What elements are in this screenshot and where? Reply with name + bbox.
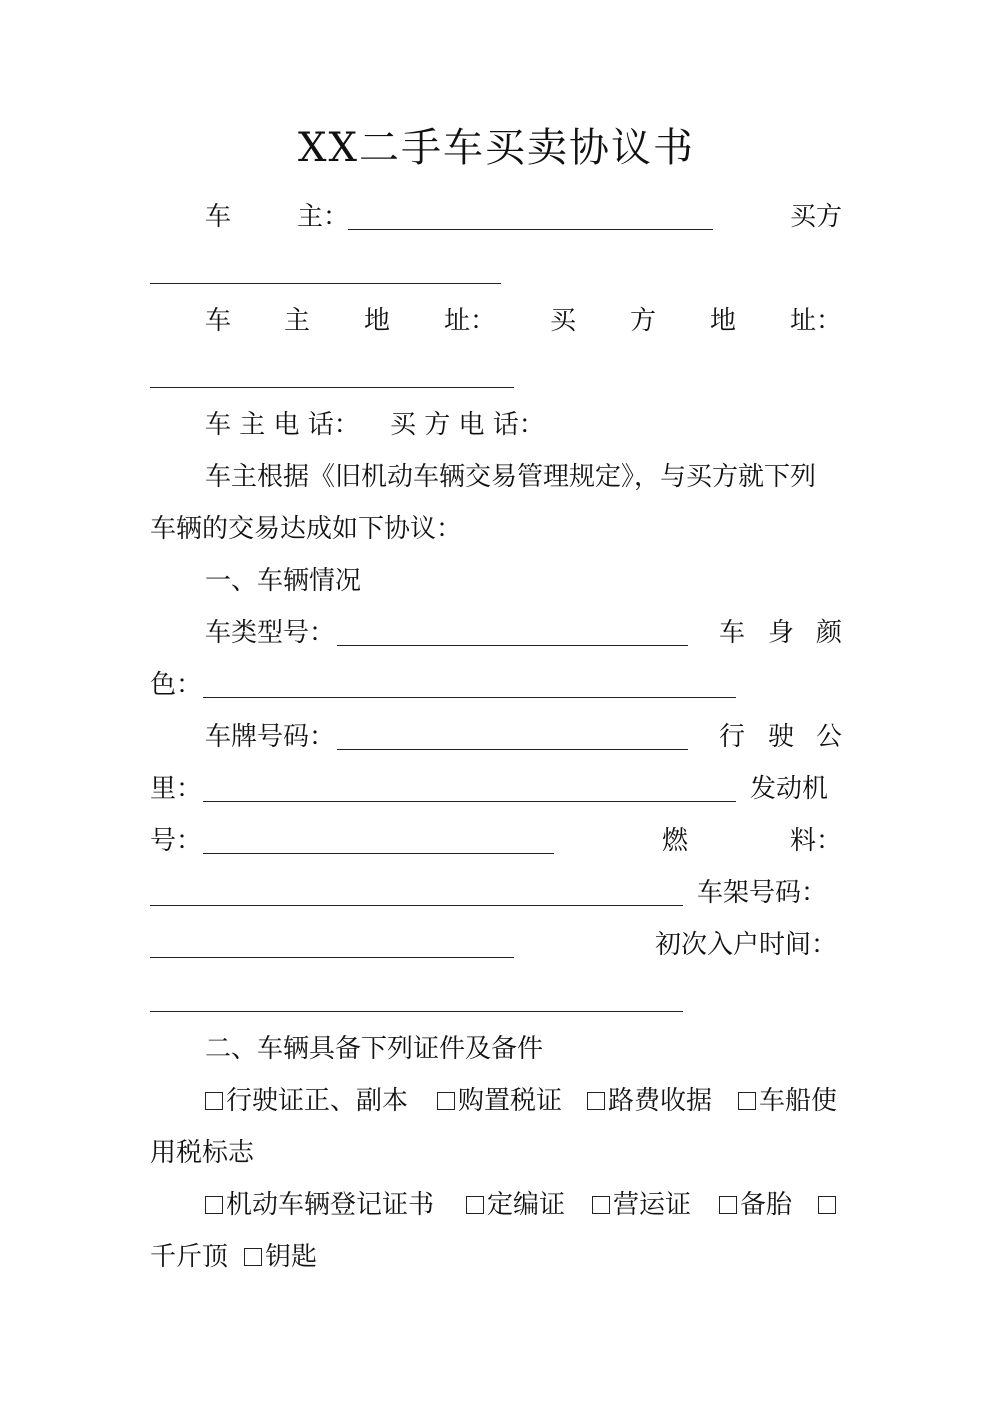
owner-name-field-line[interactable] (348, 229, 713, 230)
color-field-line[interactable] (203, 697, 736, 698)
checklist-label-tail: 用税标志 (150, 1138, 255, 1168)
engine-field-line[interactable] (203, 853, 554, 854)
checklist-item[interactable] (244, 1241, 317, 1273)
checkbox[interactable] (437, 1092, 455, 1110)
buyer-label: 买方 (790, 202, 843, 232)
checkbox[interactable] (587, 1092, 605, 1110)
checklist-label: 购置税证 (458, 1086, 563, 1116)
owner-label-char: 车 (205, 202, 232, 232)
checklist-item[interactable] (437, 1085, 562, 1117)
plate-field-line[interactable] (337, 749, 688, 750)
checklist-item[interactable] (466, 1189, 565, 1221)
color-label-char: 颜 (816, 618, 843, 648)
checklist-item[interactable] (738, 1085, 837, 1117)
color-label-char: 车 (719, 618, 746, 648)
plate-label: 车牌号码： (205, 722, 336, 752)
checkbox[interactable] (244, 1248, 262, 1266)
frame-number-label: 车架号码： (697, 878, 828, 908)
checklist-label: 营运证 (613, 1190, 692, 1220)
owner-address-char: 址： (444, 306, 497, 336)
owner-address-char: 车 (205, 306, 232, 336)
fuel-label-char: 料： (790, 826, 843, 856)
buyer-phone-label: 买 方 电 话： (390, 410, 545, 440)
intro-line-2: 车辆的交易达成如下协议： (150, 514, 463, 544)
intro-line-1: 车主根据《旧机动车辆交易管理规定》，与买方就下列 (205, 462, 817, 492)
mileage-label-tail: 里： (150, 774, 203, 804)
frame-number-field-line[interactable] (150, 957, 514, 958)
checkbox[interactable] (205, 1196, 223, 1214)
checklist-item[interactable] (205, 1189, 434, 1221)
checkbox[interactable] (205, 1092, 223, 1110)
checklist-label: 行驶证正、副本 (226, 1086, 409, 1116)
checkbox[interactable] (592, 1196, 610, 1214)
first-registration-field-line[interactable] (150, 1011, 683, 1012)
buyer-name-field-line[interactable] (150, 283, 501, 284)
mileage-label-char: 公 (816, 722, 843, 752)
checklist-item[interactable] (719, 1189, 792, 1221)
checkbox[interactable] (719, 1196, 737, 1214)
checklist-label: 备胎 (740, 1190, 793, 1220)
buyer-address-char: 址： (790, 306, 843, 336)
owner-address-char: 地 (364, 306, 391, 336)
mileage-label-char: 行 (719, 722, 746, 752)
checklist-item[interactable] (818, 1189, 839, 1221)
color-label-char: 身 (768, 618, 795, 648)
checklist-label: 车船使 (759, 1086, 838, 1116)
checklist-item[interactable] (587, 1085, 712, 1117)
buyer-address-char: 方 (630, 306, 657, 336)
address-field-line[interactable] (150, 387, 514, 388)
checkbox[interactable] (818, 1196, 836, 1214)
first-registration-label: 初次入户时间： (655, 930, 838, 960)
checklist-label: 机动车辆登记证书 (226, 1190, 435, 1220)
mileage-label-char: 驶 (768, 722, 795, 752)
checklist-label: 钥匙 (265, 1242, 318, 1272)
engine-label-tail: 号： (150, 826, 203, 856)
checkbox[interactable] (738, 1092, 756, 1110)
buyer-address-char: 买 (550, 306, 577, 336)
owner-label-colon: 主： (297, 202, 350, 232)
owner-phone-label: 车 主 电 话： (205, 410, 360, 440)
checklist-label: 路费收据 (608, 1086, 713, 1116)
buyer-address-char: 地 (710, 306, 737, 336)
model-field-line[interactable] (337, 645, 688, 646)
checkbox[interactable] (466, 1196, 484, 1214)
checklist-item[interactable] (205, 1085, 408, 1117)
fuel-label-char: 燃 (662, 826, 689, 856)
section-2-heading: 二、车辆具备下列证件及备件 (205, 1034, 544, 1064)
fuel-field-line[interactable] (150, 905, 683, 906)
owner-address-char: 主 (284, 306, 311, 336)
model-label: 车类型号： (205, 618, 336, 648)
document-title: XX二手车买卖协议书 (298, 125, 695, 171)
checklist-label-tail: 千斤顶 (150, 1242, 229, 1272)
section-1-heading: 一、车辆情况 (205, 566, 362, 596)
mileage-field-line[interactable] (203, 801, 736, 802)
engine-label-head: 发动机 (750, 774, 829, 804)
checklist-label: 定编证 (487, 1190, 566, 1220)
checklist-item[interactable] (592, 1189, 691, 1221)
color-label-tail: 色： (150, 670, 203, 700)
